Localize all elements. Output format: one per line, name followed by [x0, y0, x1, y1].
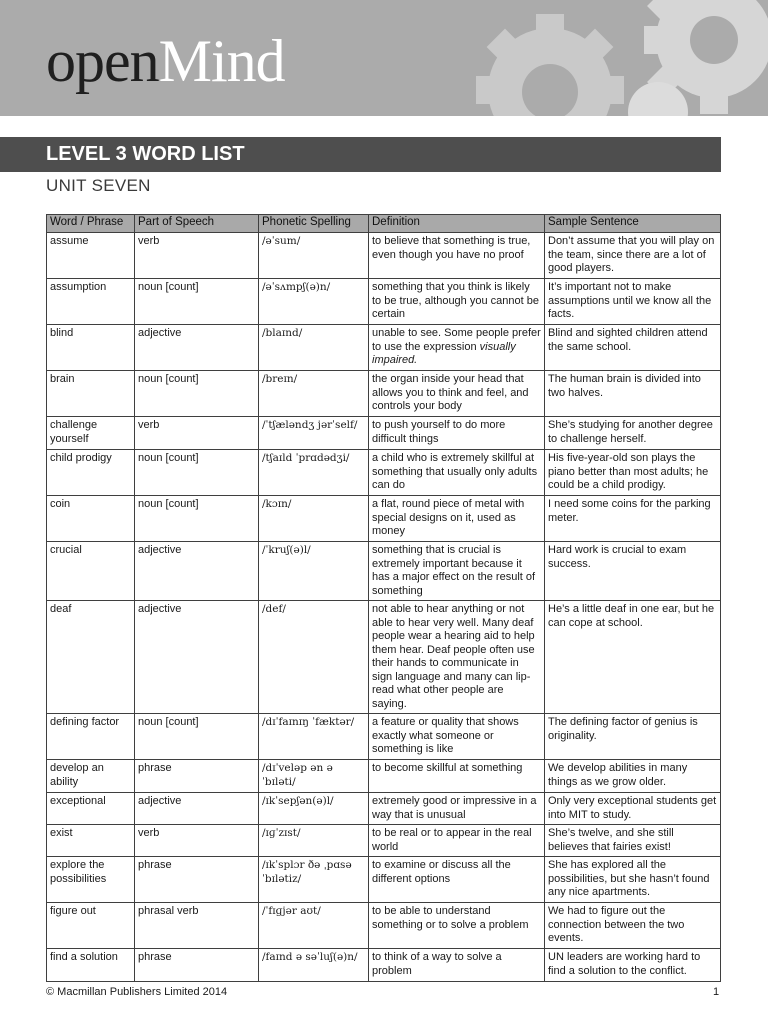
cell-definition: to be able to understand something or to solve a problem — [369, 903, 545, 949]
cell-word: find a solution — [47, 949, 135, 982]
cell-phonetic: /blaɪnd/ — [259, 325, 369, 371]
gears-decoration — [420, 0, 768, 116]
cell-sample-sentence: She’s studying for another degree to challenge herself. — [545, 417, 721, 450]
cell-phonetic: /faɪnd ə səˈluʃ(ə)n/ — [259, 949, 369, 982]
table-row — [47, 496, 721, 542]
table-row — [47, 857, 721, 903]
table-row — [47, 450, 721, 496]
cell-phonetic: /tʃaɪld ˈprɑdədʒi/ — [259, 450, 369, 496]
column-header-word: Word / Phrase — [47, 215, 135, 233]
cell-definition: to believe that something is true, even though you have no proof — [369, 233, 545, 279]
cell-part-of-speech: adjective — [135, 601, 259, 714]
column-header-phonetic: Phonetic Spelling — [259, 215, 369, 233]
cell-phonetic: /əˈsʌmpʃ(ə)n/ — [259, 279, 369, 325]
cell-word: figure out — [47, 903, 135, 949]
cell-sample-sentence: His five-year-old son plays the piano better than most adults; he could be a child prodigy. — [545, 450, 721, 496]
cell-part-of-speech: verb — [135, 233, 259, 279]
cell-sample-sentence: She’s twelve, and she still believes that fairies exist! — [545, 825, 721, 857]
logo-part-open: open — [46, 28, 159, 94]
cell-phonetic: /ˈtʃæləndʒ jərˈself/ — [259, 417, 369, 450]
table-row — [47, 233, 721, 279]
cell-definition: to think of a way to solve a problem — [369, 949, 545, 982]
cell-sample-sentence: Only very exceptional students get into MIT to study. — [545, 793, 721, 825]
cell-word: develop an ability — [47, 760, 135, 793]
logo-part-mind: Mind — [158, 28, 285, 94]
cell-definition: something that is crucial is extremely important because it has a major effect on the result of something — [369, 542, 545, 601]
cell-definition: a child who is extremely skillful at something that usually only adults can do — [369, 450, 545, 496]
table-row — [47, 825, 721, 857]
footer-copyright: © Macmillan Publishers Limited 2014 — [46, 986, 228, 998]
table-row — [47, 279, 721, 325]
cell-definition: something that you think is likely to be true, although you cannot be certain — [369, 279, 545, 325]
cell-phonetic: /ɪɡˈzɪst/ — [259, 825, 369, 857]
cell-word: exist — [47, 825, 135, 857]
cell-definition — [369, 325, 545, 371]
cell-word: explore the possibilities — [47, 857, 135, 903]
definition-text: unable to see. Some people prefer to use the expression — [372, 327, 541, 353]
cell-part-of-speech: noun [count] — [135, 371, 259, 417]
cell-sample-sentence: He’s a little deaf in one ear, but he can cope at school. — [545, 601, 721, 714]
table-row — [47, 371, 721, 417]
cell-part-of-speech: phrasal verb — [135, 903, 259, 949]
cell-word: blind — [47, 325, 135, 371]
page-number: 1 — [713, 986, 720, 998]
header-band — [0, 0, 768, 116]
cell-word: brain — [47, 371, 135, 417]
table-header-row — [47, 215, 721, 233]
cell-sample-sentence: We develop abilities in many things as we grow older. — [545, 760, 721, 793]
table-row — [47, 760, 721, 793]
cell-word: crucial — [47, 542, 135, 601]
cell-phonetic: /def/ — [259, 601, 369, 714]
cell-phonetic: /kɔɪn/ — [259, 496, 369, 542]
cell-part-of-speech: phrase — [135, 857, 259, 903]
table-row — [47, 325, 721, 371]
cell-phonetic: /dɪˈfaɪnɪŋ ˈfæktər/ — [259, 714, 369, 760]
cell-phonetic: /ˈfɪɡjər aʊt/ — [259, 903, 369, 949]
cell-sample-sentence: Don’t assume that you will play on the team, since there are a lot of good players. — [545, 233, 721, 279]
cell-part-of-speech: noun [count] — [135, 714, 259, 760]
cell-sample-sentence: UN leaders are working hard to find a solution to the conflict. — [545, 949, 721, 982]
column-header-sample-sentence: Sample Sentence — [545, 215, 721, 233]
cell-part-of-speech: noun [count] — [135, 450, 259, 496]
cell-part-of-speech: phrase — [135, 760, 259, 793]
cell-definition: to become skillful at something — [369, 760, 545, 793]
unit-label: UNIT SEVEN — [46, 176, 151, 195]
table-row — [47, 601, 721, 714]
cell-sample-sentence: I need some coins for the parking meter. — [545, 496, 721, 542]
cell-sample-sentence: It’s important not to make assumptions until we know all the facts. — [545, 279, 721, 325]
cell-sample-sentence: We had to figure out the connection between the two events. — [545, 903, 721, 949]
cell-word: exceptional — [47, 793, 135, 825]
table-row — [47, 714, 721, 760]
cell-phonetic: /ɪkˈsepʃən(ə)l/ — [259, 793, 369, 825]
cell-word: defining factor — [47, 714, 135, 760]
cell-word: deaf — [47, 601, 135, 714]
cell-part-of-speech: noun [count] — [135, 279, 259, 325]
cell-word: assumption — [47, 279, 135, 325]
table-row — [47, 793, 721, 825]
cell-phonetic: /breɪn/ — [259, 371, 369, 417]
cell-sample-sentence: She has explored all the possibilities, but she hasn’t found any nice apartments. — [545, 857, 721, 903]
table-row — [47, 542, 721, 601]
cell-phonetic: /ˈkruʃ(ə)l/ — [259, 542, 369, 601]
cell-part-of-speech: verb — [135, 417, 259, 450]
table-row — [47, 417, 721, 450]
cell-part-of-speech: adjective — [135, 793, 259, 825]
cell-part-of-speech: verb — [135, 825, 259, 857]
cell-sample-sentence: Hard work is crucial to exam success. — [545, 542, 721, 601]
cell-definition: not able to hear anything or not able to hear very well. Many deaf people wear a hearing aid to help them hear. Deaf people often use their hands to communicate in sign language and many can lip-read what other people are saying. — [369, 601, 545, 714]
cell-word: child prodigy — [47, 450, 135, 496]
cell-sample-sentence: Blind and sighted children attend the same school. — [545, 325, 721, 371]
cell-word: coin — [47, 496, 135, 542]
gear-icon — [628, 82, 688, 116]
cell-part-of-speech: noun [count] — [135, 496, 259, 542]
cell-sample-sentence: The human brain is divided into two halves. — [545, 371, 721, 417]
word-list-table — [46, 214, 721, 982]
cell-sample-sentence: The defining factor of genius is originality. — [545, 714, 721, 760]
title-bar — [0, 137, 721, 172]
cell-part-of-speech: adjective — [135, 325, 259, 371]
table-row — [47, 949, 721, 982]
cell-part-of-speech: phrase — [135, 949, 259, 982]
cell-definition: extremely good or impressive in a way that is unusual — [369, 793, 545, 825]
table-row — [47, 903, 721, 949]
cell-phonetic: /ɪkˈsplɔr ðə ˌpɑsəˈbɪlətiz/ — [259, 857, 369, 903]
definition-italic-term: visually impaired. — [372, 340, 516, 366]
column-header-definition: Definition — [369, 215, 545, 233]
cell-definition: the organ inside your head that allows you to think and feel, and controls your body — [369, 371, 545, 417]
cell-definition: to be real or to appear in the real world — [369, 825, 545, 857]
cell-definition: a feature or quality that shows exactly what someone or something is like — [369, 714, 545, 760]
cell-definition: to examine or discuss all the different options — [369, 857, 545, 903]
cell-word: challenge yourself — [47, 417, 135, 450]
cell-part-of-speech: adjective — [135, 542, 259, 601]
cell-definition: a flat, round piece of metal with special designs on it, used as money — [369, 496, 545, 542]
cell-definition: to push yourself to do more difficult things — [369, 417, 545, 450]
cell-word: assume — [47, 233, 135, 279]
cell-phonetic: /əˈsum/ — [259, 233, 369, 279]
page-title: LEVEL 3 WORD LIST — [46, 143, 245, 165]
brand-logo — [46, 26, 285, 96]
column-header-part-of-speech: Part of Speech — [135, 215, 259, 233]
cell-phonetic: /dɪˈveləp ən əˈbɪləti/ — [259, 760, 369, 793]
